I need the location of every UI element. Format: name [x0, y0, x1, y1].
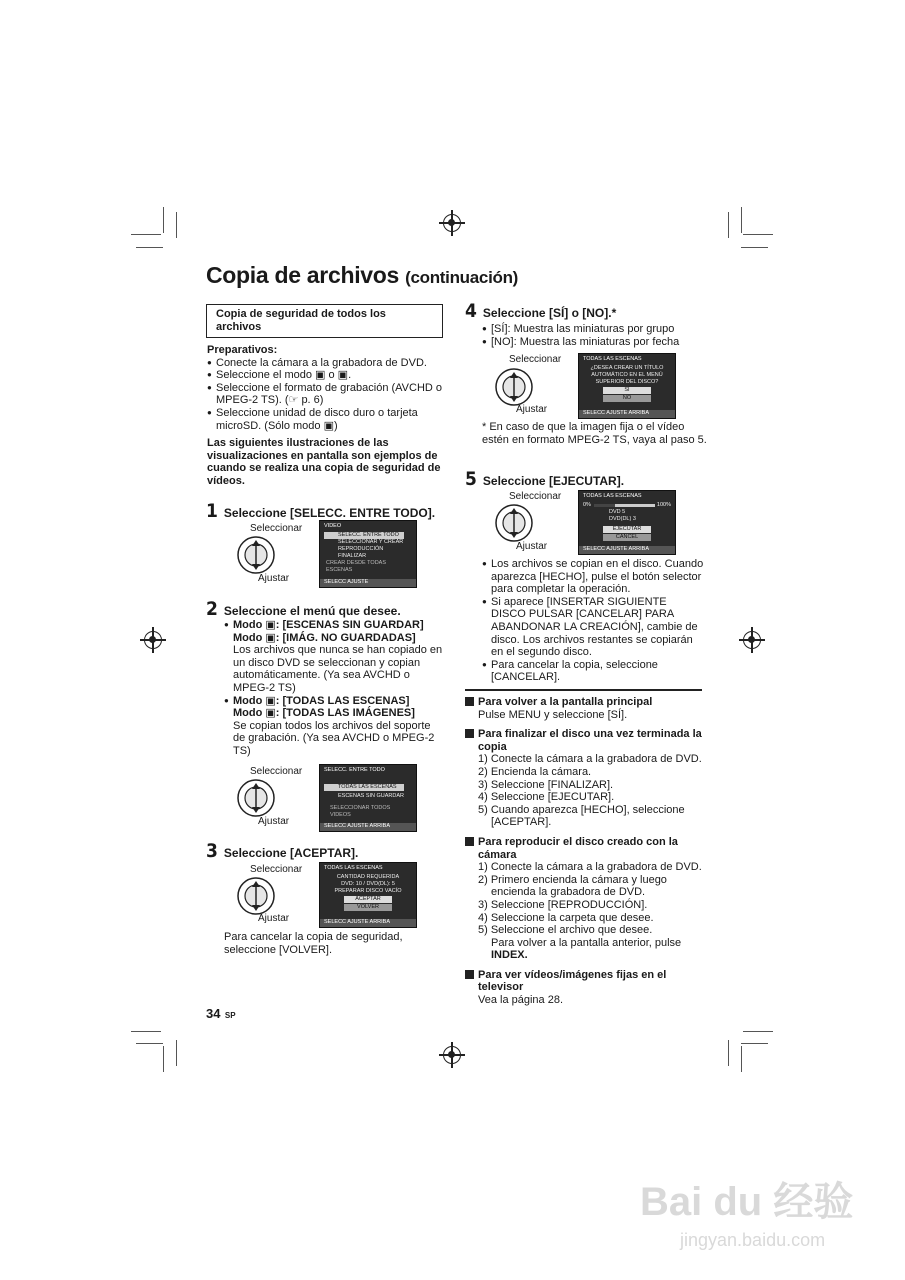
square-bullet-icon	[465, 970, 474, 979]
menu-item: SELECC. ENTRE TODO	[324, 532, 404, 539]
section-list	[465, 753, 705, 829]
screen-line: DVD: 10 / DVD(DL): 5	[341, 881, 395, 887]
step-title: Seleccione [EJECUTAR].	[482, 474, 625, 488]
section-title: Para finalizar el disco una vez terminada la copia	[465, 728, 705, 753]
progress-bar	[594, 504, 655, 507]
camera-screen	[319, 862, 417, 928]
list-item: ● [SÍ]: Muestra las miniaturas por grupo	[482, 323, 707, 336]
step-title: Seleccione [SÍ] o [NO].*	[482, 306, 617, 320]
list-item: ● Seleccione unidad de disco duro o tarjeta microSD. (Sólo modo ▣)	[207, 407, 445, 432]
list-item: ● Los archivos se copian en el disco. Cuando aparezca [HECHO], pulse el botón selector para completar la operación.	[482, 558, 704, 596]
dial-label-set: Ajustar	[258, 573, 290, 584]
progress-end: 100%	[656, 502, 671, 508]
screen-header: SELECC. ENTRE TODO	[324, 767, 385, 773]
screen-header: VIDEO	[324, 523, 342, 529]
square-bullet-icon	[465, 697, 474, 706]
watermark-url: jingyan.baidu.com	[680, 1230, 826, 1250]
mode-description: Los archivos que nunca se han copiado en un disco DVD se seleccionan y copian automáticamente. (Ya sea AVCHD o MPEG-2 TS)	[233, 644, 443, 694]
step-5-list	[482, 558, 704, 684]
control-dial-icon	[236, 875, 276, 917]
control-dial-icon	[494, 502, 534, 544]
screen-footer: SELECC AJUSTE ARRIBA	[579, 410, 675, 418]
yes-button: SÍ	[603, 387, 651, 394]
dial-label-set: Ajustar	[258, 913, 290, 924]
step-3-note: Para cancelar la copia de seguridad, seleccione [VOLVER].	[224, 931, 403, 956]
screen-line: AUTOMÁTICO EN EL MENÚ	[591, 372, 663, 378]
mode-option: ● Modo ▣: [ESCENAS SIN GUARDAR]	[224, 619, 444, 632]
screen-footer: SELECC AJUSTE	[320, 579, 416, 587]
section-box: Copia de seguridad de todos los archivos	[206, 304, 443, 338]
camera-screen	[319, 520, 417, 588]
step-4	[465, 300, 705, 322]
screen-header: TODAS LAS ESCENAS	[583, 356, 642, 362]
dial-label-select: Seleccionar	[509, 491, 562, 502]
accept-button: ACEPTAR	[344, 896, 392, 903]
mode-option: Modo ▣: [IMÁG. NO GUARDADAS]	[233, 631, 416, 644]
list-item: 1) Conecte la cámara a la grabadora de DVD.	[478, 861, 702, 874]
screen-footer: SELECC AJUSTE ARRIBA	[320, 823, 416, 831]
list-item: 5) Cuando aparezca [HECHO], seleccione	[478, 803, 685, 816]
dial-label-set: Ajustar	[516, 541, 548, 552]
screen-footer: SELECC AJUSTE ARRIBA	[579, 546, 675, 554]
intro-text: Las siguientes ilustraciones de las visualizaciones en pantalla son ejemplos de cuando se realiza una copia de seguridad de vídeos.	[207, 437, 441, 487]
page-number: 34 SP	[206, 1006, 236, 1021]
camera-screen	[578, 353, 676, 419]
preparation	[207, 344, 445, 488]
registration-mark-icon	[443, 214, 461, 232]
no-button: NO	[603, 395, 651, 402]
square-bullet-icon	[465, 729, 474, 738]
info-sections	[465, 696, 705, 1007]
step-title: Seleccione [SELECC. ENTRE TODO].	[223, 506, 436, 520]
screen-line: DVD(DL) 3	[609, 516, 636, 522]
step-title: Seleccione el menú que desee.	[223, 604, 401, 618]
list-item: 4) Seleccione [EJECUTAR].	[478, 791, 615, 804]
step-number: 1	[206, 500, 218, 522]
list-item: 4) Seleccione la carpeta que desee.	[478, 911, 654, 924]
control-dial-icon	[494, 366, 534, 408]
list-item: ● Si aparece [INSERTAR SIGUIENTE DISCO PULSAR [CANCELAR] PARA ABANDONAR LA CREACIÓN], cambie de disco. Los archivos restantes se copiarán en el segundo disco.	[482, 596, 704, 659]
step-5	[465, 468, 705, 490]
dial-label-select: Seleccionar	[250, 864, 303, 875]
section-title: Para ver vídeos/imágenes fijas en el televisor	[465, 969, 705, 994]
step-number: 2	[206, 598, 218, 620]
screen-line: SUPERIOR DEL DISCO?	[595, 379, 659, 385]
step-4-footnote: * En caso de que la imagen fija o el vídeo estén en formato MPEG-2 TS, vaya al paso 5.	[482, 421, 707, 446]
dial-label-set: Ajustar	[258, 816, 290, 827]
screen-footer: SELECC AJUSTE ARRIBA	[320, 919, 416, 927]
section-list	[465, 861, 705, 962]
back-button: VOLVER	[344, 904, 392, 911]
prep-heading: Preparativos:	[207, 344, 278, 356]
screen-line: PREPARAR DISCO VACÍO	[334, 888, 402, 894]
screen-line: ¿DESEA CREAR UN TÍTULO	[590, 365, 664, 371]
dial-label-select: Seleccionar	[250, 523, 303, 534]
section-text: Pulse MENU y seleccione [SÍ].	[478, 708, 628, 721]
dial-label-select: Seleccionar	[509, 354, 562, 365]
list-item: ● Seleccione el modo ▣ o ▣.	[207, 369, 445, 382]
dial-label-set: Ajustar	[516, 404, 548, 415]
list-item: 3) Seleccione [REPRODUCCIÓN].	[478, 898, 648, 911]
step-2	[206, 598, 446, 620]
menu-item: SELECCIONAR Y CREAR	[338, 539, 404, 545]
screen-header: TODAS LAS ESCENAS	[583, 493, 642, 499]
mode-option: Modo ▣: [TODAS LAS IMÁGENES]	[233, 707, 415, 720]
section-title: Para reproducir el disco creado con la cámara	[465, 836, 705, 861]
list-item: ● Conecte la cámara a la grabadora de DVD.	[207, 357, 445, 370]
watermark-logo: Bai du 经验	[640, 1180, 854, 1224]
step-3	[206, 840, 446, 862]
step-4-list	[482, 323, 707, 348]
section-text: Vea la página 28.	[478, 994, 564, 1007]
screen-note: SELECCIONAR TODOS VIDEOS	[330, 805, 391, 818]
divider	[465, 689, 702, 691]
control-dial-icon	[236, 534, 276, 576]
menu-item: REPRODUCCIÓN	[338, 546, 384, 552]
menu-item: FINALIZAR	[338, 553, 367, 559]
list-item: [ACEPTAR].	[491, 816, 552, 829]
page-subtitle: (continuación)	[405, 268, 519, 287]
list-item: 2) Encienda la cámara.	[478, 765, 592, 778]
step-title: Seleccione [ACEPTAR].	[223, 846, 359, 860]
control-dial-icon	[236, 777, 276, 819]
step-number: 4	[465, 300, 477, 322]
page-title: Copia de archivos (continuación)	[206, 262, 519, 288]
list-item: INDEX.	[491, 949, 528, 962]
menu-item: ESCENAS SIN GUARDAR	[338, 793, 405, 799]
square-bullet-icon	[465, 837, 474, 846]
camera-screen	[319, 764, 417, 832]
screen-header: TODAS LAS ESCENAS	[324, 865, 383, 871]
step-1	[206, 500, 446, 522]
list-item: ● [NO]: Muestra las miniaturas por fecha	[482, 336, 707, 349]
list-item: 2) Primero encienda la cámara y luego	[478, 873, 667, 886]
list-item: encienda la grabadora de DVD.	[491, 886, 646, 899]
step-number: 3	[206, 840, 218, 862]
execute-button: EJECUTAR	[603, 526, 651, 533]
mode-description: Se copian todos los archivos del soporte de grabación. (Ya sea AVCHD o MPEG-2 TS)	[233, 719, 435, 757]
list-item: ● Para cancelar la copia, seleccione [CANCELAR].	[482, 659, 704, 684]
cancel-button: CANCEL	[603, 534, 651, 541]
dial-label-select: Seleccionar	[250, 766, 303, 777]
menu-item: TODAS LAS ESCENAS	[324, 784, 404, 791]
list-item: Para volver a la pantalla anterior, pulse	[491, 936, 682, 949]
list-item: ● Seleccione el formato de grabación (AVCHD o MPEG-2 TS). (☞ p. 6)	[207, 382, 445, 407]
step-2-body	[224, 619, 444, 758]
registration-mark-icon	[743, 631, 761, 649]
screen-note: CREAR DESDE TODAS ESCENAS	[326, 560, 387, 573]
mode-option: ● Modo ▣: [TODAS LAS ESCENAS]	[224, 695, 444, 708]
screen-line: DVD 5	[609, 509, 626, 515]
section-title: Para volver a la pantalla principal	[465, 696, 705, 709]
step-number: 5	[465, 468, 477, 490]
screen-line: CANTIDAD REQUERIDA	[336, 874, 400, 880]
progress-fill	[594, 504, 615, 507]
registration-mark-icon	[443, 1046, 461, 1064]
list-item: 5) Seleccione el archivo que desee.	[478, 924, 653, 937]
list-item: 3) Seleccione [FINALIZAR].	[478, 778, 614, 791]
registration-mark-icon	[144, 631, 162, 649]
progress-start: 0%	[583, 502, 591, 508]
camera-screen	[578, 490, 676, 555]
list-item: 1) Conecte la cámara a la grabadora de DVD.	[478, 753, 702, 766]
